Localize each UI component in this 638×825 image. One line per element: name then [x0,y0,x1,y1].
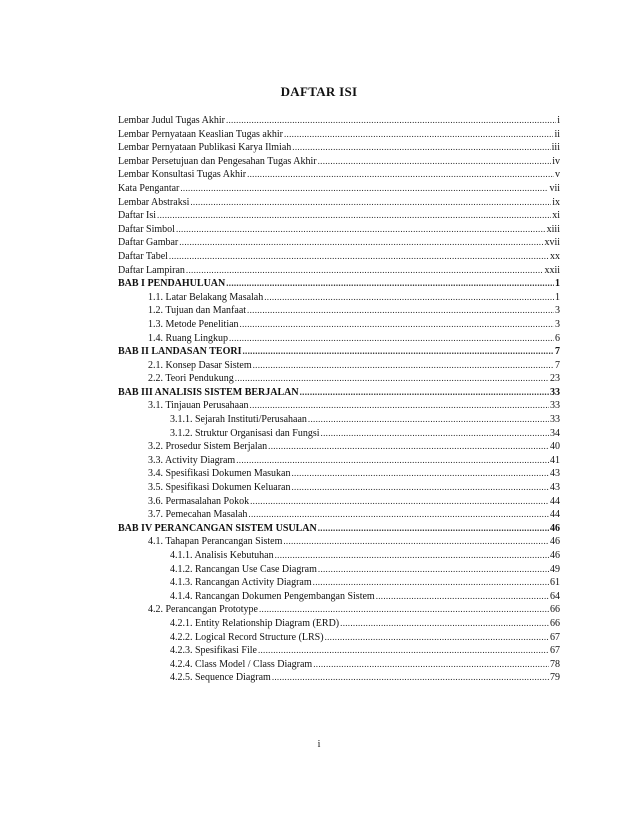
toc-entry-label: BAB IV PERANCANGAN SISTEM USULAN [118,522,317,534]
toc-entry-label: 4.1. Tahapan Perancangan Sistem [148,536,283,548]
toc-leader-dots [248,508,549,522]
toc-entry [118,508,560,522]
toc-entry-page: 64 [550,590,560,602]
toc-entry-label: 1.2. Tujuan dan Manfaat [148,305,247,317]
toc-leader-dots [272,671,549,685]
toc-leader-dots [318,522,549,536]
toc-entry-page: 43 [550,468,560,480]
toc-entry-page: 3 [555,305,560,317]
toc-entry-page: xx [550,250,560,262]
toc-entry-page: 34 [550,427,560,439]
toc-leader-dots [258,644,549,658]
toc-entry-label: Daftar Isi [118,210,157,222]
toc-entry-page: 6 [555,332,560,344]
toc-entry [118,427,560,441]
toc-leader-dots [157,209,551,223]
toc-entry-page: 33 [550,400,560,412]
toc-entry-page: 33 [550,386,560,398]
toc-leader-dots [275,549,549,563]
toc-entry-page: xxii [544,264,560,276]
toc-entry-label: 4.2. Perancangan Prototype [148,604,258,616]
toc-leader-dots [236,454,549,468]
toc-entry [118,155,560,169]
toc-entry-page: iii [551,142,560,154]
toc-entry-page: 78 [550,658,560,670]
toc-leader-dots [321,427,549,441]
toc-entry-label: 3.6. Permasalahan Pokok [148,495,250,507]
toc-entry [118,603,560,617]
toc-entry-label: BAB I PENDAHULUAN [118,278,226,290]
toc-entry-page: 1 [555,291,560,303]
toc-leader-dots [229,332,554,346]
toc-leader-dots [264,291,554,305]
toc-entry-page: vii [549,182,560,194]
toc-entry-label: 2.1. Konsep Dasar Sistem [148,359,252,371]
toc-entry-page: 44 [550,509,560,521]
toc-entry [118,250,560,264]
toc-entry-label: Daftar Simbol [118,223,175,235]
toc-entry-label: 2.2. Teori Pendukung [148,373,234,385]
toc-entry [118,576,560,590]
toc-entry-label: 4.2.3. Spesifikasi File [170,645,257,657]
toc-entry [118,454,560,468]
toc-leader-dots [253,359,554,373]
toc-entry-label: Lembar Persetujuan dan Pengesahan Tugas Akhir [118,155,317,167]
toc-leader-dots [308,413,549,427]
toc-entry-label: 1.1. Latar Belakang Masalah [148,291,264,303]
toc-entry-label: 4.2.2. Logical Record Structure (LRS) [170,631,324,643]
toc-entry [118,386,560,400]
toc-leader-dots [250,399,549,413]
toc-leader-dots [313,658,549,672]
toc-leader-dots [318,155,552,169]
toc-entry-page: 44 [550,495,560,507]
toc-entry-label: 1.3. Metode Penelitian [148,318,239,330]
toc-entry-page: xi [552,210,560,222]
toc-entry [118,114,560,128]
toc-entry-page: 3 [555,318,560,330]
toc-entry [118,223,560,237]
toc-entry [118,128,560,142]
toc-entry-page: iv [552,155,560,167]
toc-entry-page: 40 [550,441,560,453]
toc-entry [118,671,560,685]
toc-entry [118,535,560,549]
toc-entry [118,631,560,645]
toc-entry [118,549,560,563]
toc-entry-label: 3.3. Activity Diagram [148,454,236,466]
toc-entry-page: 1 [555,278,560,290]
toc-entry-page: 67 [550,645,560,657]
toc-entry-label: 3.5. Spesifikasi Dokumen Keluaran [148,482,291,494]
toc-entry-label: Lembar Konsultasi Tugas Akhir [118,169,247,181]
toc-entry [118,617,560,631]
toc-entry-label: BAB III ANALISIS SISTEM BERJALAN [118,386,299,398]
toc-leader-dots [300,386,549,400]
toc-leader-dots [190,196,551,210]
toc-entry-label: Daftar Tabel [118,250,168,262]
toc-entry [118,264,560,278]
toc-entry [118,359,560,373]
toc-entry [118,467,560,481]
toc-entry [118,141,560,155]
toc-entry-page: 67 [550,631,560,643]
toc-leader-dots [313,576,549,590]
toc-entry-page: 7 [555,346,560,358]
toc-entry-label: 4.1.2. Rancangan Use Case Diagram [170,563,317,575]
toc-leader-dots [226,114,556,128]
toc-leader-dots [259,603,549,617]
toc-entry [118,522,560,536]
toc-entry-label: Daftar Gambar [118,237,179,249]
toc-leader-dots [318,563,549,577]
toc-leader-dots [186,264,544,278]
toc-entry [118,495,560,509]
toc-entry [118,209,560,223]
toc-leader-dots [169,250,549,264]
toc-entry-page: 33 [550,414,560,426]
toc-leader-dots [292,467,550,481]
toc-entry-label: 3.7. Pemecahan Masalah [148,509,248,521]
toc-entry-page: xiii [546,223,560,235]
toc-leader-dots [176,223,546,237]
toc-leader-dots [250,495,549,509]
toc-entry-label: Lembar Abstraksi [118,196,190,208]
toc-entry [118,563,560,577]
toc-entry-label: Lembar Pernyataan Keaslian Tugas akhir [118,128,283,140]
toc-entry-label: 1.4. Ruang Lingkup [148,332,228,344]
toc-entry-page: 61 [550,577,560,589]
toc-entry-label: 3.1.1. Sejarah Instituti/Perusahaan [170,414,307,426]
toc-entry-label: Daftar Lampiran [118,264,185,276]
toc-leader-dots [340,617,549,631]
toc-entry-page: 46 [550,536,560,548]
toc-entry-page: v [555,169,560,181]
toc-entry [118,304,560,318]
toc-leader-dots [179,236,543,250]
toc-entry-page: i [557,115,560,126]
toc-entry [118,318,560,332]
toc-entry-label: Kata Pengantar [118,182,180,194]
toc-entry-label: 4.2.1. Entity Relationship Diagram (ERD) [170,617,340,629]
toc-entry-page: ix [552,196,560,208]
toc-leader-dots [291,481,549,495]
toc-entry-label: 4.1.3. Rancangan Activity Diagram [170,577,312,589]
toc-leader-dots [284,128,553,142]
toc-entry-label: 4.1.4. Rancangan Dokumen Pengembangan Sistem [170,590,375,602]
toc-entry [118,440,560,454]
toc-entry-label: Lembar Pernyataan Publikasi Karya Ilmiah [118,142,292,154]
toc-leader-dots [242,345,554,359]
toc-entry [118,399,560,413]
toc-entry-label: 3.4. Spesifikasi Dokumen Masukan [148,468,291,480]
toc-entry-label: Lembar Judul Tugas Akhir [118,115,225,126]
toc-entry-label: 3.1. Tinjauan Perusahaan [148,400,249,412]
toc-leader-dots [180,182,548,196]
toc-entry-label: 3.1.2. Struktur Organisasi dan Fungsi [170,427,320,439]
toc-entry [118,345,560,359]
toc-entry-page: 66 [550,604,560,616]
toc-entry-page: 46 [550,522,560,534]
toc-entry-page: 41 [550,454,560,466]
toc-entry-page: ii [554,128,560,140]
toc-entry [118,481,560,495]
toc-entry-page: 49 [550,563,560,575]
toc-entry [118,332,560,346]
toc-entry [118,182,560,196]
toc-leader-dots [235,372,549,386]
toc-leader-dots [226,277,554,291]
toc-entry [118,236,560,250]
toc-entry-label: BAB II LANDASAN TEORI [118,346,242,358]
toc-leader-dots [292,141,550,155]
toc-entry-page: 66 [550,617,560,629]
toc-entry [118,372,560,386]
toc-entry [118,277,560,291]
toc-entry-page: 7 [555,359,560,371]
toc-leader-dots [268,440,549,454]
toc-leader-dots [376,590,549,604]
page-number: i [317,739,321,750]
toc-entry-label: 4.1.1. Analisis Kebutuhan [170,550,274,561]
toc-leader-dots [247,168,554,182]
toc-entry-page: 46 [550,550,560,561]
toc-entry-label: 3.2. Prosedur Sistem Berjalan [148,441,268,453]
toc-entry [118,168,560,182]
toc-leader-dots [325,631,549,645]
toc-entry-page: xvii [544,237,560,249]
toc-entry [118,291,560,305]
toc-entry-page: 23 [550,373,560,385]
toc-entry [118,658,560,672]
toc-entry-label: 4.2.5. Sequence Diagram [170,672,271,684]
page-title: DAFTAR ISI [280,84,358,99]
toc-leader-dots [247,304,554,318]
toc-entry [118,590,560,604]
toc-entry-label: 4.2.4. Class Model / Class Diagram [170,658,313,670]
toc-leader-dots [283,535,549,549]
toc-entry [118,413,560,427]
toc-entry-page: 43 [550,482,560,494]
toc-leader-dots [240,318,554,332]
table-of-contents [118,114,560,685]
toc-entry [118,644,560,658]
toc-entry [118,196,560,210]
toc-entry-page: 79 [550,672,560,684]
